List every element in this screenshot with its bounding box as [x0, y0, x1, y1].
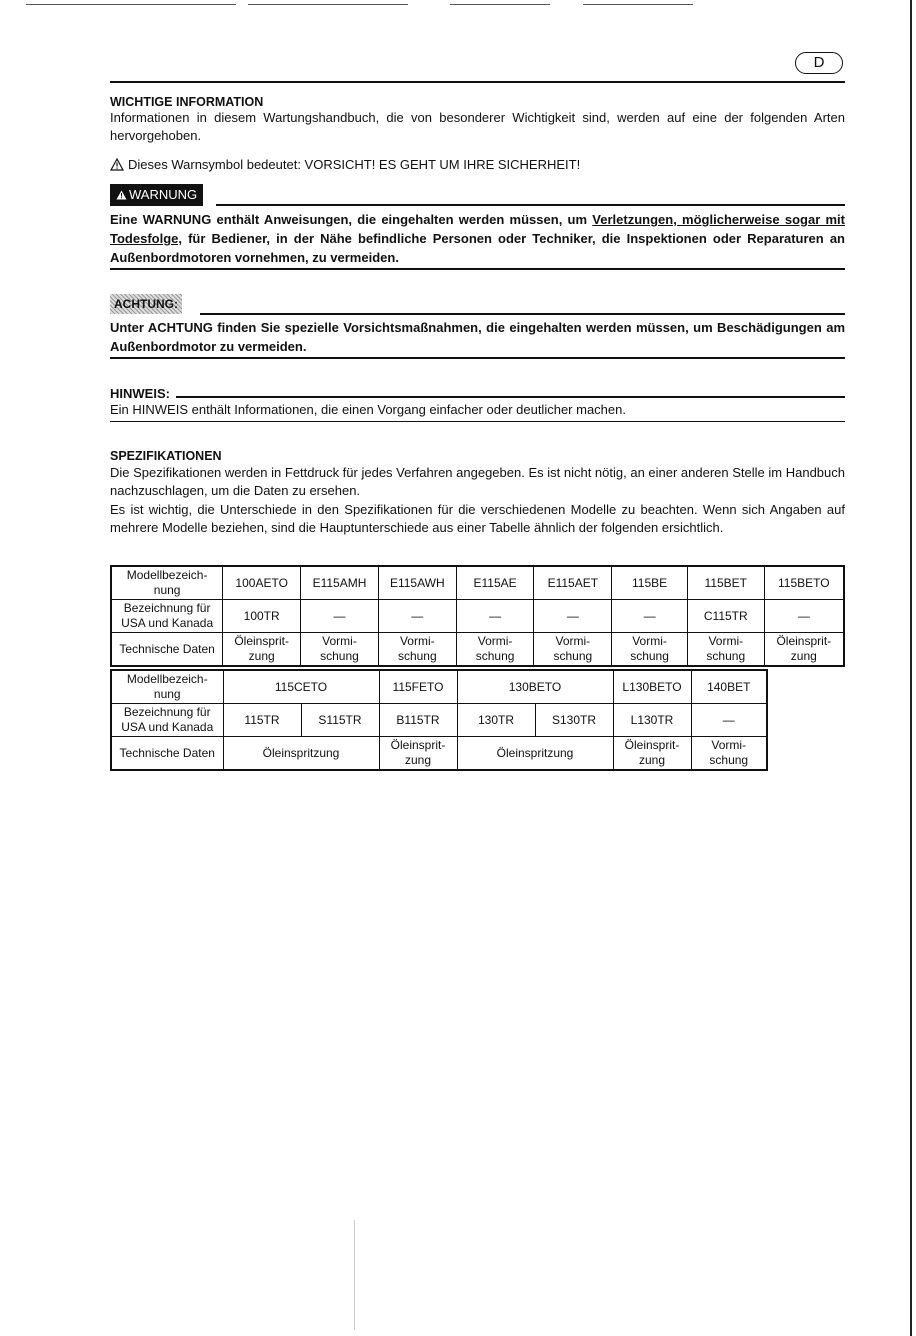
table-cell: — [378, 600, 456, 633]
table-cell: Vormi-schung [691, 737, 767, 771]
table-cell: Vormi-schung [378, 633, 456, 667]
table-cell: — [534, 600, 612, 633]
hinweis-text: Ein HINWEIS enthält Informationen, die einen Vorgang einfacher oder deutlicher machen. [110, 402, 626, 417]
table-row [111, 737, 767, 771]
table-cell: — [691, 704, 767, 737]
table-cell: 115CETO [223, 670, 379, 704]
table-cell: 115BET [687, 566, 764, 600]
row-label: Modellbezeich-nung [111, 670, 223, 704]
table-cell: 115TR [223, 704, 301, 737]
spec-table-1 [110, 565, 845, 667]
scan-edge-line [583, 4, 693, 5]
language-badge: D [795, 52, 843, 74]
table-cell: E115AET [534, 566, 612, 600]
hinweis-end-rule [110, 421, 845, 422]
warnung-rule [216, 204, 845, 206]
achtung-text: Unter ACHTUNG finden Sie spezielle Vorsichtsmaßnahmen, die eingehalten werden müssen, um Beschädigungen am Außenbordmotor zu vermeiden. [110, 320, 845, 354]
scan-edge-line [450, 4, 550, 5]
warnung-text [110, 210, 845, 267]
warnung-label-text: WARNUNG [129, 187, 198, 202]
table-row [111, 633, 844, 667]
warn-symbol-text: Dieses Warnsymbol bedeutet: VORSICHT! ES GEHT UM IHRE SICHERHEIT! [128, 157, 581, 172]
table-row [111, 566, 844, 600]
warn-symbol-line [110, 156, 580, 174]
table-cell: 130TR [457, 704, 535, 737]
table-cell: 115FETO [379, 670, 457, 704]
scan-edge-line [354, 1220, 355, 1330]
warnung-label [110, 184, 203, 206]
row-label: Modellbezeich-nung [111, 566, 223, 600]
warnung-text-part: Eine WARNUNG enthält Anweisungen, die eingehalten werden müssen, um [110, 212, 593, 227]
table-cell: Öleinsprit-zung [223, 633, 301, 667]
table-row [111, 670, 767, 704]
table-row [111, 600, 844, 633]
warning-triangle-icon [116, 190, 127, 200]
section-title-spec: SPEZIFIKATIONEN [110, 449, 222, 463]
row-label: Technische Daten [111, 737, 223, 771]
table-cell: E115AE [456, 566, 534, 600]
table-cell: Vormi-schung [612, 633, 688, 667]
table-cell: E115AWH [378, 566, 456, 600]
table-cell: E115AMH [301, 566, 379, 600]
spec-table-2 [110, 669, 768, 771]
table-cell: — [456, 600, 534, 633]
achtung-rule [200, 313, 845, 315]
table-cell: S130TR [535, 704, 613, 737]
section-title-info: WICHTIGE INFORMATION [110, 95, 264, 109]
table-cell: 115BETO [764, 566, 844, 600]
table-cell: Öleinsprit-zung [764, 633, 844, 667]
spec-paragraph-2: Es ist wichtig, die Unterschiede in den Spezifikationen für die verschiedenen Modelle zu beachten. Wenn sich Angaben auf mehrere Modelle beziehen, sind die Hauptunterschiede aus einer Tabelle ähnlich der folgenden ersichtlich. [110, 502, 845, 535]
row-label: Technische Daten [111, 633, 223, 667]
table-cell: L130TR [613, 704, 691, 737]
table-cell: 140BET [691, 670, 767, 704]
table-cell: Vormi-schung [456, 633, 534, 667]
table-cell: Öleinspritzung [223, 737, 379, 771]
spec-paragraph-1: Die Spezifikationen werden in Fettdruck für jedes Verfahren angegeben. Es ist nicht nötig, an einer anderen Stelle im Handbuch nachzuschlagen, um die Daten zu ersehen. [110, 465, 845, 498]
table-cell: S115TR [301, 704, 379, 737]
table-row [111, 704, 767, 737]
table-cell: Öleinsprit-zung [379, 737, 457, 771]
row-label: Bezeichnung für USA und Kanada [111, 600, 223, 633]
table-cell: 100AETO [223, 566, 301, 600]
warning-triangle-icon [110, 158, 124, 171]
hinweis-rule [176, 396, 845, 398]
warnung-text-part: für Bediener, in der Nähe befindliche Personen oder Techniker, die Inspektionen oder Reparaturen an Außenbordmotoren vornehmen, zu vermeiden. [110, 231, 845, 265]
table-cell: L130BETO [613, 670, 691, 704]
warnung-end-rule [110, 268, 845, 270]
table-cell: Öleinspritzung [457, 737, 613, 771]
table-cell: — [301, 600, 379, 633]
table-cell: Öleinsprit-zung [613, 737, 691, 771]
table-cell: 130BETO [457, 670, 613, 704]
achtung-end-rule [110, 357, 845, 359]
table-cell: — [764, 600, 844, 633]
table-cell: 100TR [223, 600, 301, 633]
info-paragraph: Informationen in diesem Wartungshandbuch, die von besonderer Wichtigkeit sind, werden auf eine der folgenden Arten hervorgehoben. [110, 110, 845, 143]
table-cell: Vormi-schung [534, 633, 612, 667]
scan-edge-line [26, 4, 236, 5]
table-cell: Vormi-schung [301, 633, 379, 667]
scan-edge-line [248, 4, 408, 5]
table-cell: Vormi-schung [687, 633, 764, 667]
table-cell: C115TR [687, 600, 764, 633]
header-rule [110, 81, 845, 83]
warnung-text-underlined: Verletzungen, möglicherweise sogar mit Todesfolge, [110, 212, 845, 246]
table-cell: 115BE [612, 566, 688, 600]
table-cell: — [612, 600, 688, 633]
hinweis-label: HINWEIS: [110, 386, 170, 401]
scan-edge-line [910, 0, 912, 1336]
table-cell: B115TR [379, 704, 457, 737]
achtung-label: ACHTUNG: [110, 294, 182, 314]
row-label: Bezeichnung für USA und Kanada [111, 704, 223, 737]
